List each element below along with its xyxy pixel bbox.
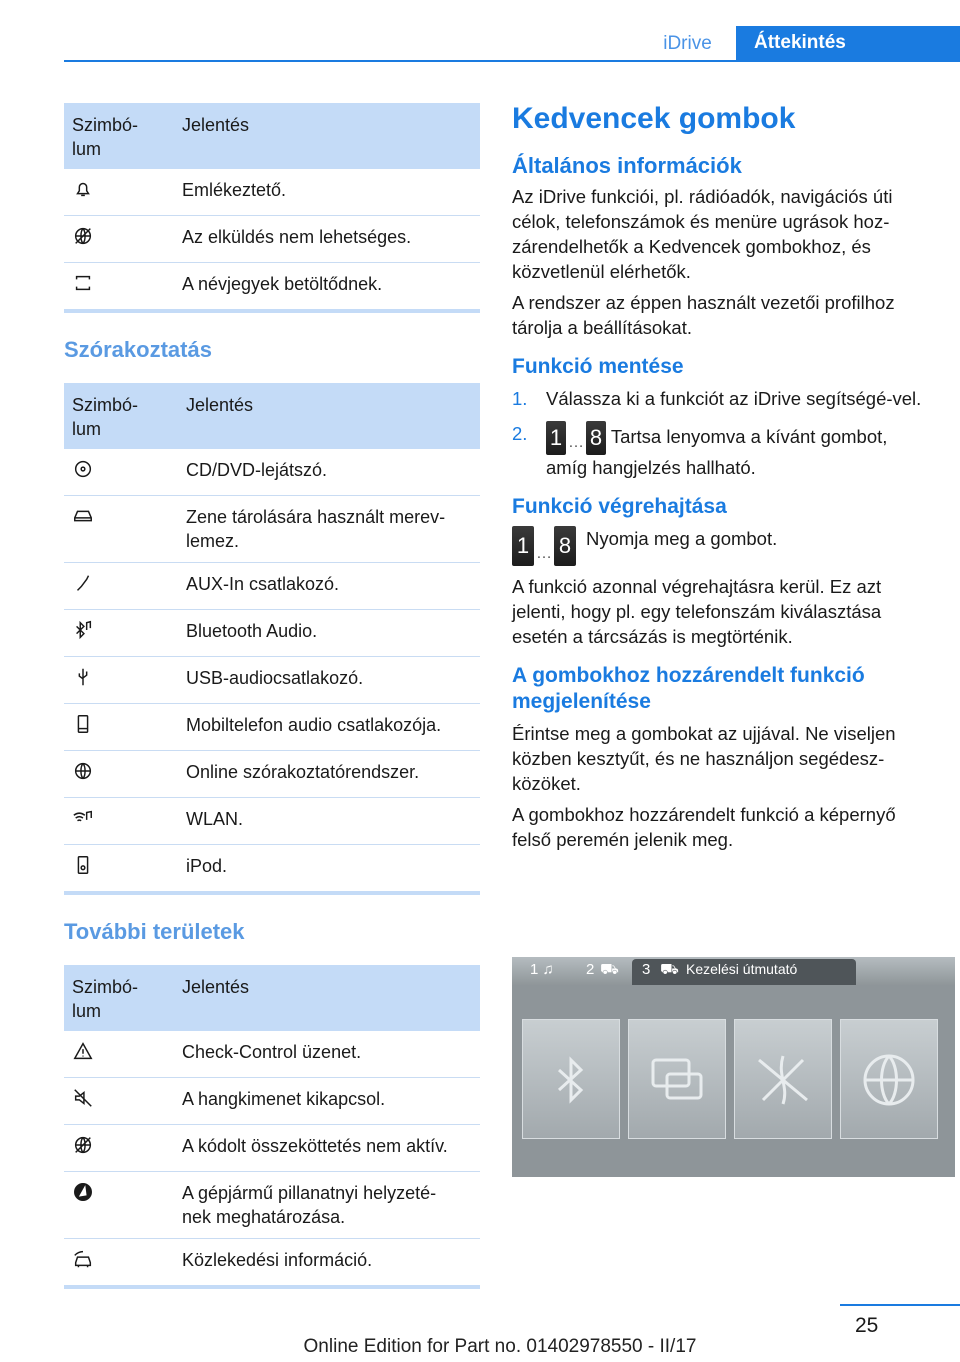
online-entertainment-icon: [72, 760, 96, 784]
warning-triangle-icon: [72, 1040, 96, 1064]
row-text: Zene tárolására használt merev- lemez.: [178, 496, 480, 563]
header-section: iDrive: [663, 33, 712, 54]
favorite-key-8-icon: 8: [554, 526, 576, 566]
execute-paragraph: A funkció azonnal végrehajtásra kerül. Ez azt jelenti, hogy pl. egy telefonszám kiválasztása esetén a tárcsázás is megtörténik.: [512, 576, 882, 647]
row-text: Mobiltelefon audio csatlakozója.: [178, 704, 480, 751]
save-function-heading: Funkció mentése: [512, 355, 684, 378]
table-row: [64, 657, 480, 704]
step-text: Tartsa lenyomva a kívánt gombot, amíg hangjelzés hallható.: [546, 425, 888, 478]
bluetooth-audio-icon: [72, 619, 96, 643]
col-header-symbol: Szimbó- lum: [64, 965, 174, 1031]
harddisk-icon: [72, 505, 96, 529]
general-info-heading: Általános információk: [512, 153, 742, 178]
contacts-loading-icon: [72, 272, 96, 296]
row-text: Online szórakoztatórendszer.: [178, 751, 480, 798]
page-number: 25: [855, 1314, 879, 1337]
row-text: A kódolt összeköttetés nem aktív.: [174, 1125, 480, 1172]
row-text: A névjegyek betöltődnek.: [174, 263, 480, 312]
symbol-table-phone: [64, 103, 480, 313]
table-row: [64, 1239, 480, 1288]
key-group: [512, 526, 576, 566]
favorite-tab-3-label: Kezelési útmutató: [686, 961, 798, 977]
row-text: A hangkimenet kikapcsol.: [174, 1078, 480, 1125]
save-steps-list: [512, 386, 932, 480]
execute-row: [512, 526, 932, 566]
general-paragraph-1: Az iDrive funkciói, pl. rádióadók, navigációs úti célok, telefonszámok és menüre ugrások hoz-zárendelhetők a Kedvencek gombokhoz, és közvetlenül elérhetők.: [512, 186, 893, 282]
row-text: Emlékeztető.: [174, 169, 480, 216]
table-row: [64, 704, 480, 751]
favorite-key-8-icon: 8: [586, 421, 606, 455]
col-header-meaning: Jelentés: [174, 965, 480, 1031]
row-text: AUX-In csatlakozó.: [178, 563, 480, 610]
edition-note: Online Edition for Part no. 01402978550 - II/17: [303, 1336, 697, 1357]
row-text: Közlekedési információ.: [174, 1239, 480, 1288]
table-row: [64, 845, 480, 894]
execute-text: Nyomja meg a gombot.: [586, 528, 778, 549]
table-row: [64, 1031, 480, 1078]
phone-tile: [628, 1019, 726, 1139]
display-paragraph-2: A gombokhoz hozzárendelt funkció a képernyő felső peremén jelenik meg.: [512, 804, 896, 850]
symbol-table-entertainment: [64, 383, 480, 895]
traffic-info-icon: [72, 1248, 96, 1272]
table-row: [64, 1125, 480, 1172]
usb-icon: [72, 666, 96, 690]
footer-rule: [840, 1304, 960, 1306]
row-text: A gépjármű pillanatnyi helyzeté- nek meghatározása.: [174, 1172, 480, 1239]
display-paragraph-1: Érintse meg a gombokat az ujjával. Ne viseljen közben kesztyűt, és ne használjon segédesz-közöket.: [512, 723, 896, 794]
row-text: WLAN.: [178, 798, 480, 845]
step-number: 2.: [512, 423, 528, 444]
encryption-inactive-icon: [72, 1134, 96, 1158]
page-title: Kedvencek gombok: [512, 102, 796, 135]
table-row: [64, 610, 480, 657]
favorite-key-1-icon: 1: [546, 421, 566, 455]
key-ellipsis: …: [536, 545, 552, 562]
car-icon: ⛟: [660, 961, 679, 978]
table-row: [64, 496, 480, 563]
phone-icon: [647, 1050, 707, 1110]
step-text: Válassza ki a funkciót az iDrive segítségé-vel.: [546, 388, 922, 409]
favorite-tab-1: 1 ♫: [530, 961, 554, 978]
map-icon: [753, 1050, 813, 1110]
display-heading: A gombokhoz hozzárendelt funkció megjelenítése: [512, 664, 865, 713]
header-chapter: Áttekintés: [736, 26, 960, 62]
row-text: Az elküldés nem lehetséges.: [174, 216, 480, 263]
table-row: [64, 751, 480, 798]
ipod-icon: [72, 854, 96, 878]
bluetooth-tile: [522, 1019, 620, 1139]
table-row: [64, 1172, 480, 1239]
row-text: Bluetooth Audio.: [178, 610, 480, 657]
table-row: [64, 1078, 480, 1125]
car-icon: ⛟: [600, 961, 619, 978]
favorites-bar: [512, 957, 955, 985]
row-text: Check-Control üzenet.: [174, 1031, 480, 1078]
table-row: [64, 449, 480, 496]
idrive-screen-image: [512, 957, 955, 1177]
bell-icon: [72, 178, 96, 202]
favorite-tab-3: 3: [642, 961, 651, 978]
aux-plug-icon: [72, 572, 96, 596]
wlan-icon: [72, 807, 96, 831]
position-icon: [72, 1181, 96, 1205]
col-header-symbol: Szimbó- lum: [64, 103, 174, 169]
col-header-meaning: Jelentés: [178, 383, 480, 449]
key-ellipsis: …: [568, 434, 584, 451]
table-row: [64, 798, 480, 845]
symbol-table-other: [64, 965, 480, 1289]
bluetooth-icon: [541, 1050, 601, 1110]
table-row: [64, 263, 480, 312]
row-text: USB-audiocsatlakozó.: [178, 657, 480, 704]
section-title-other: További területek: [64, 919, 245, 944]
col-header-meaning: Jelentés: [174, 103, 480, 169]
left-column: [64, 103, 480, 1289]
speaker-mute-icon: [72, 1087, 96, 1111]
favorite-key-1-icon: 1: [512, 526, 534, 566]
step-number: 1.: [512, 388, 528, 409]
table-row: [64, 169, 480, 216]
right-column: [512, 100, 932, 858]
row-text: iPod.: [178, 845, 480, 894]
list-item: [512, 386, 932, 411]
mobile-phone-icon: [72, 713, 96, 737]
general-paragraph-2: A rendszer az éppen használt vezetői profilhoz tárolja a beállításokat.: [512, 292, 895, 338]
connected-drive-tile: [840, 1019, 938, 1139]
favorite-tab-2: 2: [586, 961, 595, 978]
network-blocked-icon: [72, 225, 96, 249]
navigation-tile: [734, 1019, 832, 1139]
section-title-entertainment: Szórakoztatás: [64, 337, 212, 362]
row-text: CD/DVD-lejátszó.: [178, 449, 480, 496]
col-header-symbol: Szimbó- lum: [64, 383, 178, 449]
table-row: [64, 563, 480, 610]
globe-icon: [859, 1050, 919, 1110]
table-row: [64, 216, 480, 263]
list-item: [512, 421, 932, 480]
cd-icon: [72, 458, 96, 482]
execute-function-heading: Funkció végrehajtása: [512, 495, 727, 518]
